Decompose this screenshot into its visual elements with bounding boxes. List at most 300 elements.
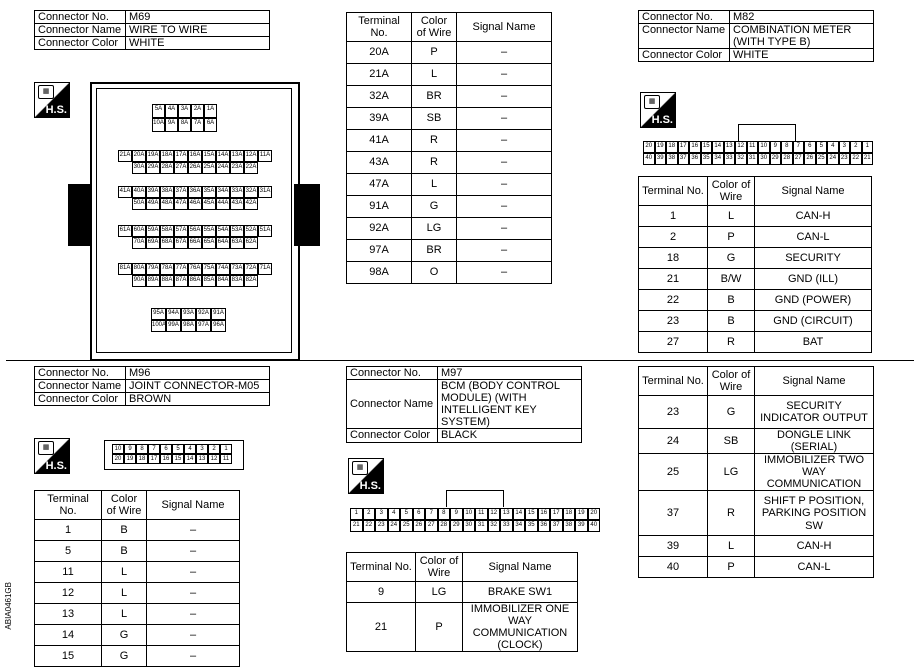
connector-color: WHITE [126,37,270,50]
color-header: Color of Wire [708,177,755,206]
connector-pin: 5 [816,141,828,153]
connector-pin: 14A [216,150,230,162]
connector-pin: 37 [550,520,563,532]
signal-name: – [147,520,240,541]
connector-pin: 100A [151,320,166,332]
table-row [639,332,872,353]
terminal-no: 39 [639,536,708,557]
signal-name: – [457,174,552,196]
connector-pin: 1 [220,444,232,454]
table-row [347,152,552,174]
table-row [639,536,874,557]
connector-pin: 89A [146,275,160,287]
connector-pin: 29A [146,162,160,174]
m82-terminal-table [638,176,872,353]
m69-terminal-table [346,12,552,284]
connector-pin: 19 [655,141,667,153]
connector-pin: 15A [202,150,216,162]
connector-no: M82 [730,11,874,24]
terminal-no: 97A [347,240,412,262]
connector-pin: 4 [827,141,839,153]
table-row [347,174,552,196]
connector-pin: 11 [747,141,759,153]
signal-name: CAN-H [755,536,874,557]
terminal-no: 5 [35,541,102,562]
connector-no: M96 [126,367,270,380]
connector-pin: 25 [816,153,828,165]
connector-pin: 34 [513,520,526,532]
wire-color: R [708,332,755,353]
connector-color: BROWN [126,393,270,406]
table-row [347,64,552,86]
connector-pin: 86A [188,275,202,287]
connector-pin: 4 [388,508,401,520]
table-row [347,603,578,652]
connector-icon: ▦ [352,461,368,475]
wire-color: R [412,152,457,174]
wire-color: L [412,174,457,196]
connector-pin: 97A [196,320,211,332]
wire-color: SB [412,108,457,130]
connector-pin: 5A [152,104,165,118]
connector-pin: 62A [244,237,258,249]
connector-pin: 14 [712,141,724,153]
connector-pin: 31 [475,520,488,532]
signal-name: – [457,64,552,86]
connector-pin: 31 [747,153,759,165]
connector-pin: 39A [146,186,160,198]
terminal-header: Terminal No. [35,491,102,520]
connector-pin: 95A [151,308,166,320]
terminal-no: 9 [347,582,416,603]
connector-pin: 76A [188,263,202,275]
connector-pin: 36 [689,153,701,165]
wire-color: L [708,206,755,227]
wire-color: LG [416,582,463,603]
wire-color: LG [708,454,755,491]
connector-pin: 38A [160,186,174,198]
signal-name: DONGLE LINK (SERIAL) [755,429,874,454]
table-row [347,240,552,262]
signal-name: SECURITY [755,248,872,269]
terminal-no: 15 [35,646,102,667]
connector-pin: 35 [701,153,713,165]
terminal-no: 24 [639,429,708,454]
connector-pin: 34 [712,153,724,165]
connector-name: BCM (BODY CONTROL MODULE) (WITH INTELLIGENT KEY SYSTEM) [438,380,582,429]
terminal-no: 47A [347,174,412,196]
connector-pin: 12A [244,150,258,162]
connector-pin: 37A [174,186,188,198]
m97-latch [446,490,504,507]
connector-pin: 16 [538,508,551,520]
signal-name: – [147,646,240,667]
label: Connector Name [35,24,126,37]
connector-pin: 17 [550,508,563,520]
connector-pin: 31A [258,186,272,198]
table-row [639,290,872,311]
connector-pin: 11A [258,150,272,162]
terminal-no: 40 [639,557,708,578]
connector-pin: 53A [230,225,244,237]
connector-pin: 38 [563,520,576,532]
connector-pin: 28 [781,153,793,165]
connector-pin: 10 [758,141,770,153]
signal-name: – [147,562,240,583]
connector-pin: 1 [862,141,874,153]
connector-pin: 14 [184,454,196,464]
connector-pin: 27A [174,162,188,174]
connector-pin: 42A [244,198,258,210]
connector-pin: 54A [216,225,230,237]
connector-pin: 32 [488,520,501,532]
connector-pin: 90A [132,275,146,287]
terminal-no: 20A [347,42,412,64]
connector-pin: 2 [208,444,220,454]
wire-color: G [102,625,147,646]
wire-color: SB [708,429,755,454]
connector-pin: 22 [850,153,862,165]
connector-pin: 87A [174,275,188,287]
connector-pin: 44A [216,198,230,210]
connector-pin: 7A [191,118,204,132]
signal-header: Signal Name [755,367,874,396]
m69-lock-left [68,184,92,246]
m69-info-table [34,10,270,50]
terminal-no: 14 [35,625,102,646]
label: Connector No. [639,11,730,24]
connector-pin: 35A [202,186,216,198]
wire-color: L [102,604,147,625]
wire-color: L [708,536,755,557]
signal-name: – [147,541,240,562]
connector-pin: 7 [425,508,438,520]
connector-pin: 63A [230,237,244,249]
connector-pin: 17A [174,150,188,162]
connector-pin: 13A [230,150,244,162]
connector-pin: 67A [174,237,188,249]
connector-pin: 11 [475,508,488,520]
connector-pin: 52A [244,225,258,237]
connector-pin: 29 [450,520,463,532]
signal-name: IMMOBILIZER ONE WAY COMMUNICATION (CLOCK) [463,603,578,652]
label: Connector Name [347,380,438,429]
connector-pin: 18A [160,150,174,162]
connector-pin: 11 [220,454,232,464]
signal-name: SECURITY INDICATOR OUTPUT [755,396,874,429]
wire-color: BR [412,86,457,108]
connector-pin: 18 [563,508,576,520]
connector-pin: 1 [350,508,363,520]
connector-pin: 91A [211,308,226,320]
terminal-no: 37 [639,491,708,536]
connector-pin: 14 [513,508,526,520]
connector-pin: 6A [204,118,217,132]
connector-pin: 21 [862,153,874,165]
signal-name: CAN-H [755,206,872,227]
connector-pin: 17 [678,141,690,153]
connector-pin: 23A [230,162,244,174]
connector-pin: 10A [152,118,165,132]
connector-pin: 61A [118,225,132,237]
label: Connector Color [35,393,126,406]
connector-pin: 43A [230,198,244,210]
signal-name: CAN-L [755,557,874,578]
wire-color: P [708,557,755,578]
signal-name: GND (POWER) [755,290,872,311]
connector-pin: 40 [588,520,601,532]
connector-pin: 64A [216,237,230,249]
connector-pin: 1A [204,104,217,118]
connector-pin: 20A [132,150,146,162]
label: Connector Name [35,380,126,393]
m97-info-table [346,366,582,443]
terminal-no: 92A [347,218,412,240]
connector-pin: 77A [174,263,188,275]
m96-terminal-table [34,490,240,667]
terminal-header: Terminal No. [347,553,416,582]
connector-pin: 81A [118,263,132,275]
connector-pin: 12 [208,454,220,464]
connector-pin: 80A [132,263,146,275]
connector-pin: 23 [375,520,388,532]
connector-pin: 16 [160,454,172,464]
connector-pin: 27 [793,153,805,165]
table-row [639,269,872,290]
terminal-no: 12 [35,583,102,604]
connector-pin: 13 [196,454,208,464]
table-row [347,196,552,218]
connector-pin: 79A [146,263,160,275]
connector-pin: 32 [735,153,747,165]
terminal-no: 39A [347,108,412,130]
connector-pin: 20 [112,454,124,464]
connector-pin: 15 [525,508,538,520]
connector-pin: 16A [188,150,202,162]
m69-lock-right [294,184,320,246]
hs-icon: ▦ H.S. [348,458,384,494]
connector-pin: 8 [136,444,148,454]
connector-pin: 5 [400,508,413,520]
connector-pin: 6 [160,444,172,454]
connector-pin: 68A [160,237,174,249]
wire-color: P [708,227,755,248]
label: Connector Color [35,37,126,50]
table-row [347,130,552,152]
table-row [639,396,874,429]
connector-pin: 15 [172,454,184,464]
connector-pin: 23 [839,153,851,165]
connector-pin: 33 [500,520,513,532]
connector-pin: 9 [770,141,782,153]
table-row [35,520,240,541]
connector-pin: 59A [146,225,160,237]
section-divider [6,360,914,361]
table-row [35,646,240,667]
connector-pin: 2 [363,508,376,520]
connector-pin: 28 [438,520,451,532]
connector-pin: 18 [136,454,148,464]
connector-pin: 8 [781,141,793,153]
wire-color: BR [412,240,457,262]
m97-terminal-table-2 [638,366,874,578]
terminal-no: 21 [347,603,416,652]
wire-color: L [102,583,147,604]
wire-color: B [102,520,147,541]
signal-name: – [147,604,240,625]
terminal-no: 43A [347,152,412,174]
signal-name: SHIFT P POSITION, PARKING POSITION SW [755,491,874,536]
terminal-no: 1 [35,520,102,541]
terminal-no: 21A [347,64,412,86]
connector-pin: 28A [160,162,174,174]
wire-color: B [102,541,147,562]
connector-pin: 58A [160,225,174,237]
connector-pin: 19 [124,454,136,464]
terminal-no: 22 [639,290,708,311]
terminal-no: 41A [347,130,412,152]
wire-color: LG [412,218,457,240]
table-row [347,42,552,64]
connector-pin: 70A [132,237,146,249]
signal-header: Signal Name [147,491,240,520]
connector-pin: 92A [196,308,211,320]
connector-pin: 24 [827,153,839,165]
connector-pin: 6 [413,508,426,520]
table-row [347,86,552,108]
connector-pin: 46A [188,198,202,210]
connector-pin: 10 [463,508,476,520]
connector-no: M69 [126,11,270,24]
connector-pin: 84A [216,275,230,287]
signal-name: – [457,86,552,108]
connector-pin: 30A [132,162,146,174]
connector-pin: 40A [132,186,146,198]
wire-color: L [412,64,457,86]
connector-pin: 30 [758,153,770,165]
color-header: Color of Wire [708,367,755,396]
hs-icon: ▦ H.S. [34,438,70,474]
terminal-no: 13 [35,604,102,625]
connector-pin: 66A [188,237,202,249]
connector-pin: 83A [230,275,244,287]
connector-pin: 55A [202,225,216,237]
terminal-no: 18 [639,248,708,269]
table-row [347,582,578,603]
table-row [639,429,874,454]
table-row [35,562,240,583]
connector-pin: 19 [575,508,588,520]
connector-pin: 20 [588,508,601,520]
wire-color: P [416,603,463,652]
connector-pin: 5 [172,444,184,454]
connector-pin: 45A [202,198,216,210]
signal-name: GND (ILL) [755,269,872,290]
connector-pin: 4A [165,104,178,118]
connector-pin: 75A [202,263,216,275]
signal-name: – [147,625,240,646]
connector-pin: 74A [216,263,230,275]
label: Connector Color [639,49,730,62]
signal-name: – [457,240,552,262]
connector-pin: 56A [188,225,202,237]
terminal-no: 21 [639,269,708,290]
connector-pin: 96A [211,320,226,332]
signal-header: Signal Name [463,553,578,582]
table-row [639,454,874,491]
signal-name: – [457,218,552,240]
table-row [639,248,872,269]
connector-pin: 13 [500,508,513,520]
terminal-no: 1 [639,206,708,227]
terminal-no: 11 [35,562,102,583]
terminal-no: 23 [639,396,708,429]
connector-pin: 88A [160,275,174,287]
connector-pin: 39 [655,153,667,165]
connector-pin: 39 [575,520,588,532]
connector-pin: 34A [216,186,230,198]
connector-pin: 33A [230,186,244,198]
connector-pin: 48A [160,198,174,210]
signal-name: – [457,130,552,152]
connector-pin: 36 [538,520,551,532]
wire-color: G [708,396,755,429]
terminal-no: 32A [347,86,412,108]
connector-pin: 18 [666,141,678,153]
signal-header: Signal Name [457,13,552,42]
connector-pin: 94A [166,308,181,320]
connector-pin: 21 [350,520,363,532]
connector-pin: 73A [230,263,244,275]
terminal-no: 91A [347,196,412,218]
connector-pin: 51A [258,225,272,237]
connector-icon: ▦ [38,441,54,455]
connector-pin: 65A [202,237,216,249]
hs-icon: ▦ H.S. [34,82,70,118]
connector-pin: 7 [793,141,805,153]
table-row [639,227,872,248]
terminal-no: 2 [639,227,708,248]
label: Connector Name [639,24,730,49]
wire-color: B [708,311,755,332]
connector-pin: 9 [124,444,136,454]
signal-name: BRAKE SW1 [463,582,578,603]
connector-pin: 57A [174,225,188,237]
connector-pin: 26A [188,162,202,174]
connector-pin: 24A [216,162,230,174]
table-row [347,218,552,240]
hs-icon: ▦ H.S. [640,92,676,128]
table-row [35,583,240,604]
connector-pin: 93A [181,308,196,320]
table-row [347,108,552,130]
connector-name: JOINT CONNECTOR-M05 [126,380,270,393]
connector-pin: 25 [400,520,413,532]
connector-pin: 69A [146,237,160,249]
connector-icon: ▦ [38,85,54,99]
connector-pin: 24 [388,520,401,532]
connector-pin: 3 [196,444,208,454]
wire-color: R [708,491,755,536]
label: Connector No. [35,367,126,380]
m82-latch [738,124,796,141]
connector-pin: 72A [244,263,258,275]
table-row [639,311,872,332]
connector-pin: 7 [148,444,160,454]
wire-color: G [412,196,457,218]
connector-pin: 30 [463,520,476,532]
wire-color: G [708,248,755,269]
